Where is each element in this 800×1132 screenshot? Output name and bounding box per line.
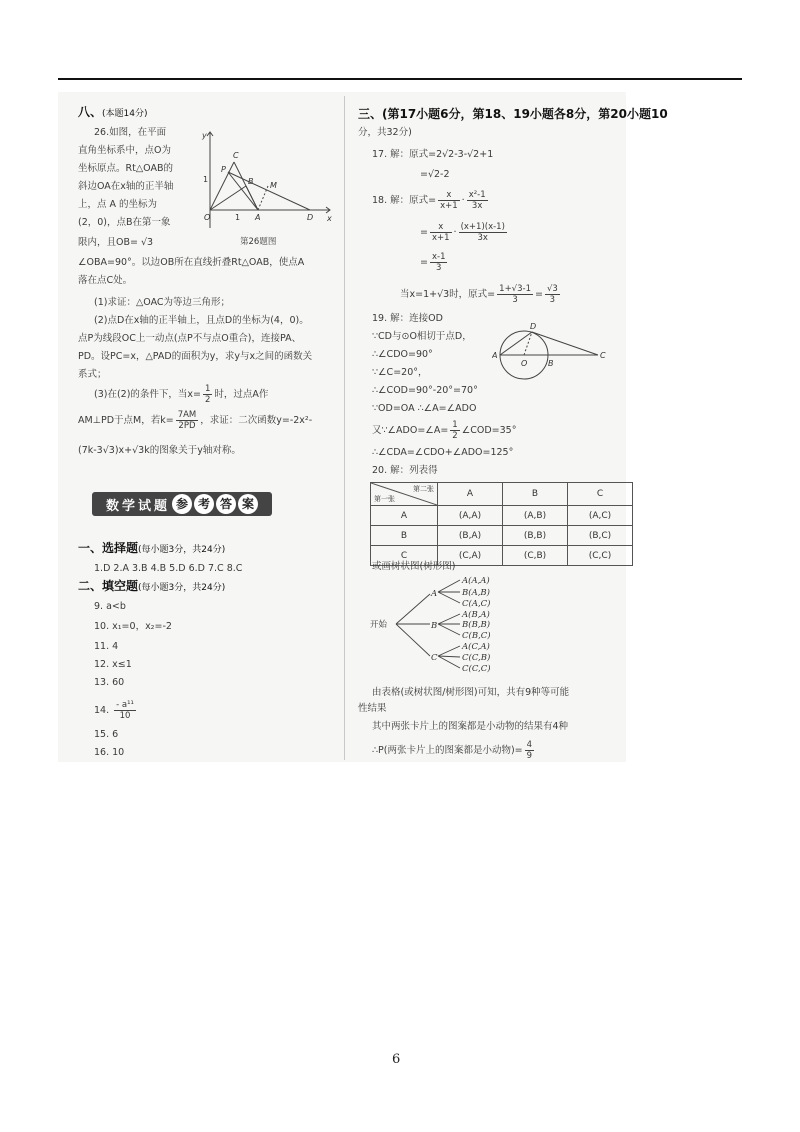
label-a: A	[255, 213, 261, 222]
table-col-header: B	[503, 483, 568, 506]
fraction: $\frac{(x+1)(x-1)}{3x}$	[460, 222, 505, 243]
section-2-title: 二、填空题(每小题3分，共24分)	[78, 579, 226, 593]
part-2: 点P为线段OC上一动点(点P不与点O重合)，连接PA、	[78, 333, 302, 344]
conclusion-line: 由表格(或树状图/树形图)可知，共有9种等可能	[372, 687, 570, 698]
q26-line: 限内，且OB= √3	[78, 237, 154, 248]
tree-diagram	[368, 572, 528, 680]
part-3: (7k-3√3)x+√3k的图象关于y轴对称。	[78, 445, 241, 456]
table-col-header: C	[568, 483, 633, 506]
fraction: $\frac{7AM}{2PD}$	[177, 410, 197, 431]
q19-line: ∵∠C=20°，	[372, 367, 428, 378]
table-row-header: B	[371, 526, 438, 546]
q18-line: = $\frac{x}{x+1}$ · $\frac{(x+1)(x-1)}{3x}$	[420, 222, 505, 243]
tree-leaf: A(C,A)	[462, 642, 490, 652]
segment-pa	[228, 172, 258, 210]
segment-ba	[246, 186, 258, 210]
fill-answer: 15. 6	[94, 729, 119, 740]
fraction: $\frac{4}{9}$	[526, 740, 533, 761]
tree-node: B	[431, 621, 438, 631]
q18-line: 当x=1+√3时，原式= $\frac{1+√3-1}{3}$ = $\frac{√3}{3}$	[400, 284, 558, 305]
fraction: $\frac{1}{2}$	[205, 384, 211, 405]
table-row	[371, 526, 633, 546]
tree-intro: 或画树状图(树形图)	[372, 561, 456, 572]
tangent-dc	[532, 332, 598, 355]
tree-leaf: B(A,B)	[462, 588, 490, 598]
fraction: $\frac{1}{2}$	[452, 420, 458, 441]
fill-answer: 16. 10	[94, 747, 125, 758]
table-cell: (C,C)	[568, 546, 633, 566]
section-3-title: 分，共32分)	[358, 127, 412, 138]
tree-leaf: C(C,C)	[462, 664, 491, 674]
fill-answer: 9. a<b	[94, 601, 126, 612]
tick-1-x: 1	[235, 213, 241, 222]
answer-key-banner: 数学试题 参 考 答 案	[92, 492, 272, 516]
q19-line: ∴∠COD=90°-20°=70°	[372, 385, 478, 396]
q26-line: 斜边OA在x轴的正半轴	[78, 181, 174, 192]
segment-pd	[228, 172, 310, 210]
q19-line: ∵CD与⊙O相切于点D，	[372, 331, 472, 342]
fill-answer: 11. 4	[94, 641, 119, 652]
q26-line: ∠OBA=90°。以边OB所在直线折叠Rt△OAB，使点A	[78, 257, 305, 268]
table-cell: (C,B)	[503, 546, 568, 566]
table-cell: (B,A)	[438, 526, 503, 546]
table-header-row	[371, 483, 633, 506]
tree-leaf: B(B,B)	[462, 620, 491, 630]
q19-line: 19. 解：连接OD	[372, 313, 443, 324]
table-corner-cell: 第二张 第一张	[371, 483, 438, 506]
label-a: A	[492, 351, 498, 360]
header-rule	[58, 78, 742, 80]
label-b: B	[548, 359, 554, 368]
conclusion-line: 性结果	[358, 703, 387, 714]
segment-ob	[210, 186, 246, 210]
label-c: C	[233, 151, 239, 160]
tree-node: A	[431, 589, 438, 599]
part-3: AM⊥PD于点M，若k= $\frac{7AM}{2PD}$ ，求证：二次函数y=-2x²-	[78, 410, 313, 431]
label-x: x	[327, 214, 332, 223]
mc-answers: 1.D 2.A 3.B 4.B 5.D 6.D 7.C 8.C	[94, 563, 243, 574]
tree-leaf: A(B,A)	[462, 610, 490, 620]
q19-line: ∴∠CDO=90°	[372, 349, 433, 360]
part-1: (1)求证：△OAC为等边三角形；	[94, 297, 231, 308]
label-o: O	[204, 213, 211, 222]
page-number: 6	[392, 1052, 401, 1067]
tree-leaf: C(B,C)	[462, 631, 491, 641]
q26-line: (2，0)，点B在第一象	[78, 217, 171, 228]
fill-answer: 13. 60	[94, 677, 125, 688]
table-row	[371, 506, 633, 526]
q19-line: 又∵∠ADO=∠A= $\frac{1}{2}$ ∠COD=35°	[372, 420, 517, 441]
fill-answer: 12. x≤1	[94, 659, 132, 670]
label-b: B	[248, 177, 254, 186]
q26-line: 落在点C处。	[78, 275, 133, 286]
table-cell: (C,A)	[438, 546, 503, 566]
fraction: $\frac{\text{- a¹¹}}{10}$	[116, 700, 134, 721]
figure-26	[196, 128, 336, 232]
label-d: D	[307, 213, 314, 222]
label-m: M	[270, 181, 277, 190]
table-col-header: A	[438, 483, 503, 506]
table-cell: (A,C)	[568, 506, 633, 526]
tree-node: C	[431, 653, 438, 663]
part-2: (2)点D在x轴的正半轴上，且点D的坐标为(4，0)。	[94, 315, 309, 326]
q17-line: =√2-2	[420, 169, 450, 180]
tree-start: 开始	[370, 620, 388, 630]
part-2: 系式；	[78, 369, 107, 380]
label-y: y	[202, 131, 207, 140]
q26-line: 26.如图，在平面	[94, 127, 167, 138]
section-1-title: 一、选择题(每小题3分，共24分)	[78, 541, 226, 555]
segment-ad	[500, 332, 532, 355]
fraction: $\frac{√3}{3}$	[546, 284, 558, 305]
q19-line: ∴∠CDA=∠CDO+∠ADO=125°	[372, 447, 514, 458]
q18-line: = $\frac{x-1}{3}$	[420, 252, 446, 273]
label-p: P	[221, 165, 226, 174]
tree-leaf: C(A,C)	[462, 599, 491, 609]
section-8-title: 八、(本题14分)	[78, 105, 148, 119]
column-divider	[344, 96, 345, 760]
part-3: (3)在(2)的条件下，当x= $\frac{1}{2}$ 时，过点A作	[94, 384, 269, 405]
q19-line: ∵OD=OA ∴∠A=∠ADO	[372, 403, 477, 414]
conclusion-line: 其中两张卡片上的图案都是小动物的结果有4种	[372, 721, 569, 732]
figure-caption: 第26题图	[240, 237, 277, 247]
tree-leaf: C(C,B)	[462, 653, 491, 663]
fill-answer: 14. $\frac{\text{- a¹¹}}{10}$	[94, 700, 134, 721]
table-row-header: C	[371, 546, 438, 566]
tick-1-y: 1	[203, 175, 209, 184]
fill-answer: 10. x₁=0，x₂=-2	[94, 621, 172, 632]
label-c: C	[600, 351, 606, 360]
q17-line: 17. 解：原式=2√2-3-√2+1	[372, 149, 494, 160]
fraction: $\frac{x}{x+1}$	[431, 222, 450, 243]
part-2: PD。设PC=x，△PAD的面积为y，求y与x之间的函数关	[78, 351, 313, 362]
q20-line: 20. 解：列表得	[372, 465, 438, 476]
q26-line: 坐标原点。Rt△OAB的	[78, 163, 173, 174]
label-d: D	[530, 322, 537, 331]
q26-line: 上，点 A 的坐标为	[78, 199, 158, 210]
fraction: $\frac{1+√3-1}{3}$	[499, 284, 531, 305]
tree-leaf: A(A,A)	[462, 576, 490, 586]
fraction: $\frac{\text{x²-1}}{3x}$	[468, 190, 486, 211]
fraction: $\frac{x}{x+1}$	[440, 190, 458, 211]
conclusion-line: ∴P(两张卡片上的图案都是小动物)= $\frac{4}{9}$	[372, 740, 533, 761]
table-row-header: A	[371, 506, 438, 526]
table-cell: (B,B)	[503, 526, 568, 546]
table-cell: (B,C)	[568, 526, 633, 546]
label-o: O	[521, 359, 528, 368]
section-3-title: 三、(第17小题6分，第18、19小题各8分，第20小题10	[358, 107, 668, 121]
table-cell: (A,A)	[438, 506, 503, 526]
figure-19	[492, 320, 612, 386]
q26-line: 直角坐标系中，点O为	[78, 145, 171, 156]
fraction: $\frac{x-1}{3}$	[431, 252, 446, 273]
table-cell: (A,B)	[503, 506, 568, 526]
outcome-table	[370, 482, 633, 566]
q18-line: 18. 解：原式= $\frac{x}{x+1}$ · $\frac{\text{x²-1}}{3x}$	[372, 190, 486, 211]
